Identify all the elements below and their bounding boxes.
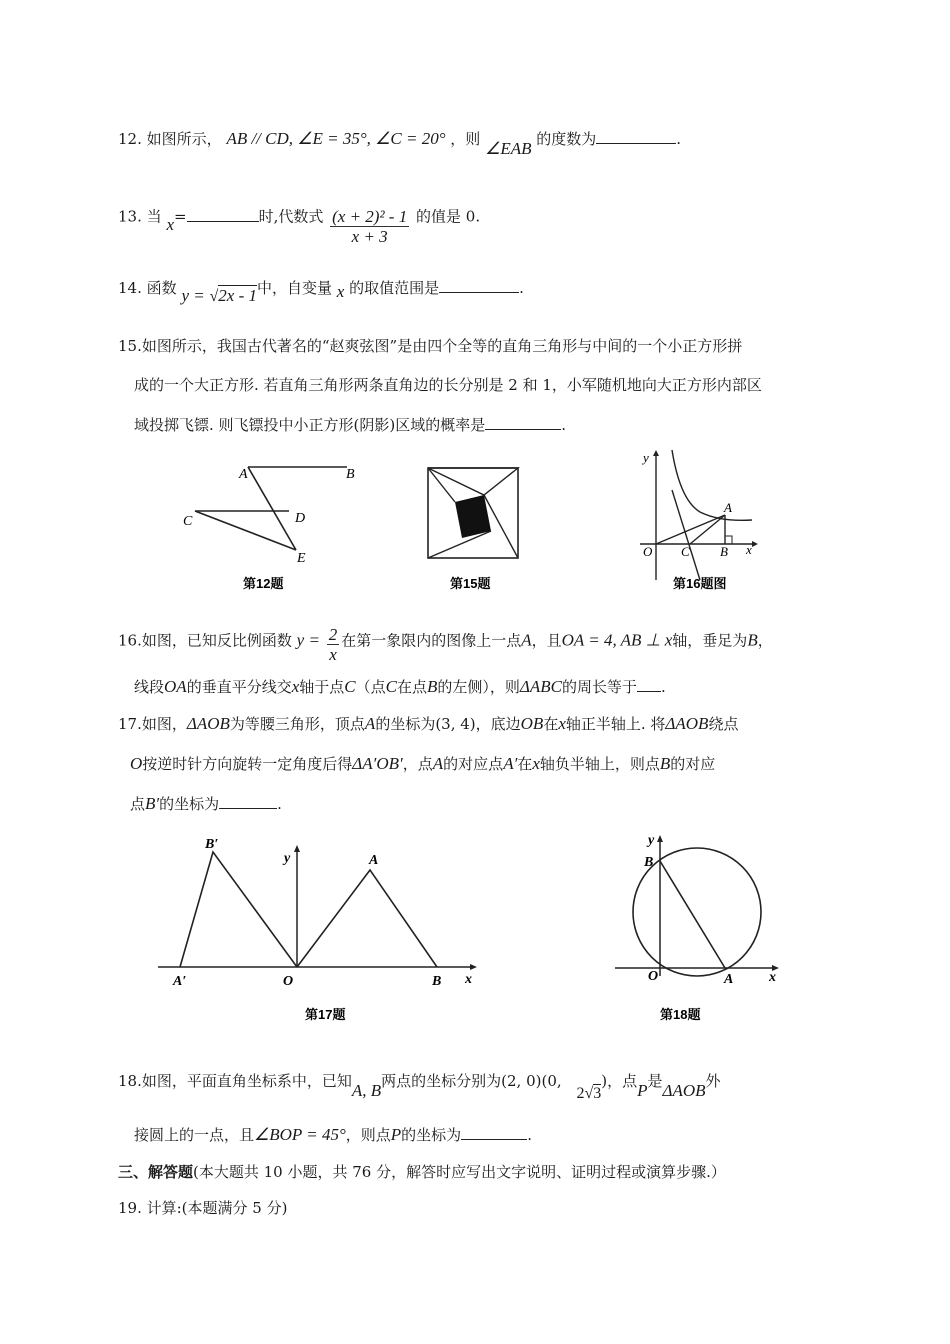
q17-triangle-2: ΔAOB (665, 714, 709, 733)
question-16-line2 (134, 676, 666, 697)
q16-point-a: A (521, 630, 532, 650)
figure-17 (158, 837, 477, 1022)
q14-var: x (336, 282, 345, 301)
q18-points: A, B (351, 1081, 382, 1100)
section-3-heading (118, 1161, 726, 1182)
q14-radicand: 2x - 1 (218, 286, 257, 305)
q12-math: AB // CD, ∠E = 35°, ∠C = 20° (226, 129, 446, 148)
caption-12: 第12题 (243, 576, 284, 591)
q17-triangle-3: ΔA′OB′ (352, 754, 403, 773)
q16-point-c-2: C (385, 677, 397, 696)
q18-text-2b: ，则点 (345, 1126, 391, 1144)
figure-16 (640, 450, 758, 591)
hyperbola-curve (672, 450, 752, 520)
y-axis-arrow (653, 450, 659, 456)
q16-end: . (661, 678, 666, 696)
q16-text-1a: 如图，已知反比例函数 (141, 631, 292, 650)
figures-row-1 (0, 440, 950, 600)
q17-point-b: B (659, 754, 671, 773)
triangle-aob (297, 870, 437, 967)
question-17-line2 (130, 753, 715, 774)
label-e: E (297, 551, 306, 566)
triangle-left-edge (428, 468, 455, 502)
q14-mid: 中，自变量 (257, 279, 333, 297)
question-16-line1 (118, 622, 773, 664)
label-b: B (644, 855, 654, 870)
q18-text-1a: 如图，平面直角坐标系中，已知 (141, 1072, 352, 1090)
q17-text-2d: 在 (517, 755, 533, 773)
shaded-small-square (455, 495, 491, 538)
q17-end: . (277, 795, 282, 813)
question-14 (118, 277, 524, 305)
q13-fraction (330, 208, 409, 247)
q13-denominator: x + 3 (351, 227, 388, 246)
q18-end: . (527, 1126, 532, 1144)
q18-number: 18. (118, 1072, 142, 1090)
q16-text-2e: 在点 (396, 678, 427, 696)
question-12 (118, 128, 682, 158)
q19-text: 19. 计算:(本题满分 5 分) (118, 1199, 288, 1217)
triangle-a-prime-o-b-prime (180, 852, 297, 967)
q16-text-2b: 的垂直平分线交 (186, 678, 292, 696)
q16-point-b-2: B (426, 677, 438, 696)
label-b: B (346, 467, 355, 482)
q17-text-2c: 的对应点 (443, 755, 504, 773)
label-y: y (643, 450, 649, 465)
question-15-line1 (118, 335, 742, 356)
q16-text-1c: ，且 (531, 631, 562, 650)
label-a: A (369, 853, 379, 868)
figures-row-2 (0, 828, 950, 1038)
label-x: x (465, 972, 472, 987)
q15-text-1: 如图所示，我国古代著名的“赵爽弦图”是由四个全等的直角三角形与中间的一个小正方形拼 (141, 337, 743, 355)
y-axis-arrow (294, 845, 300, 852)
q16-denominator: x (329, 645, 337, 664)
q17-x: x (558, 714, 566, 733)
q18-text-1c: )，点 (601, 1072, 638, 1090)
q13-lead: 当 (146, 207, 162, 226)
q13-tail: 的值是 0. (416, 207, 481, 226)
q17-ob: OB (520, 714, 544, 733)
question-13 (118, 198, 481, 246)
question-17-line3 (130, 793, 282, 814)
q13-number: 13. (118, 207, 142, 226)
q17-number: 17. (118, 715, 142, 733)
q17-answer-blank[interactable] (219, 796, 277, 809)
caption-18: 第18题 (660, 1007, 701, 1022)
figure-12 (183, 467, 355, 591)
q12-end: . (676, 130, 682, 148)
q12-number: 12. (118, 130, 142, 148)
label-x: x (769, 970, 776, 985)
caption-17: 第17题 (305, 1007, 346, 1022)
q14-lead: 函数 (146, 279, 177, 297)
y-axis-arrow (657, 835, 663, 842)
x-axis-arrow (752, 541, 758, 547)
section-3-title: 三、解答题 (118, 1163, 194, 1181)
q17-text-1b: 为等腰三角形，顶点 (229, 715, 365, 733)
q14-answer-blank[interactable] (439, 280, 519, 293)
q17-text-1a: 如图， (141, 715, 187, 733)
q16-condition: OA = 4, AB ⊥ x (561, 630, 673, 650)
label-b-prime: B′ (205, 837, 219, 852)
q18-text-1b: 两点的坐标分别为(2, 0)(0, (381, 1072, 562, 1090)
q16-numerator: 2 (328, 625, 338, 644)
q18-sqrt: 2√3 (576, 1085, 602, 1102)
segment-ae (248, 467, 296, 550)
q18-sqrt-coef: 2 (576, 1085, 585, 1102)
label-y: y (284, 851, 291, 866)
q13-eq: = (173, 207, 187, 226)
q13-numerator: (x + 2)² - 1 (332, 207, 408, 226)
segment-ca (690, 515, 725, 544)
q13-var: x (166, 214, 174, 234)
q17-text-2e: 轴负半轴上，则点 (539, 755, 660, 773)
label-c: C (183, 514, 193, 529)
q15-number: 15. (118, 337, 142, 355)
q12-lead: 如图所示， (146, 130, 222, 148)
q17-text-1e: 轴正半轴上. 将 (565, 715, 666, 733)
label-d: D (295, 511, 306, 526)
q16-text-1d: 轴，垂足为 (672, 631, 748, 650)
q18-sqrt-radicand: 3 (593, 1085, 602, 1102)
label-o: O (648, 969, 659, 984)
q17-text-3a: 点 (130, 795, 146, 813)
q16-fraction (327, 626, 340, 665)
q16-text-2g: 的周长等于 (561, 678, 637, 696)
q18-point-p-2: P (390, 1125, 402, 1144)
segment-ab (660, 861, 725, 968)
q18-text-1e: 外 (705, 1072, 721, 1090)
caption-16: 第16题图 (673, 576, 727, 591)
q16-text-2d: （点 (355, 678, 386, 696)
q16-y: y = (296, 630, 320, 650)
question-15-line3 (134, 414, 566, 435)
label-x: x (746, 542, 752, 557)
q12-target: ∠EAB (485, 139, 532, 158)
label-o: O (283, 974, 294, 989)
x-axis-arrow (470, 964, 477, 970)
q16-oa: OA (164, 677, 187, 696)
label-c: C (681, 544, 690, 559)
question-15-line2 (134, 374, 762, 395)
triangle-bottom-edge (428, 531, 491, 558)
q15-answer-blank[interactable] (485, 417, 561, 430)
q12-mid: ，则 (450, 130, 481, 148)
q16-number: 16. (118, 631, 142, 650)
label-b: B (432, 974, 442, 989)
q13-mid: 时,代数式 (258, 207, 324, 226)
q16-x: x (291, 677, 300, 696)
question-19 (118, 1197, 287, 1218)
q16-point-b: B (747, 630, 758, 650)
q17-point-o: O (130, 754, 143, 773)
segment-ce (195, 511, 296, 550)
figure-18 (615, 833, 779, 1022)
q18-answer-blank[interactable] (461, 1127, 527, 1140)
label-b: B (720, 544, 728, 559)
triangle-top (428, 468, 518, 495)
q17-text-1c: 的坐标为(3, 4)，底边 (375, 715, 521, 733)
q16-text-1e: ， (757, 631, 773, 650)
q16-text-2f: 的左侧），则 (437, 678, 520, 696)
q17-text-2b: ，点 (402, 755, 433, 773)
q18-text-2c: 的坐标为 (401, 1126, 462, 1144)
q14-number: 14. (118, 279, 142, 297)
q12-tail: 的度数为 (536, 130, 597, 148)
q15-text-2: 成的一个大正方形. 若直角三角形两条直角边的长分别是 2 和 1，小军随机地向大正方形内部区 (134, 376, 762, 394)
label-a: A (724, 972, 734, 987)
question-17-line1 (118, 713, 738, 734)
q18-point-p: P (637, 1081, 648, 1100)
q16-text-2a: 线段 (134, 678, 165, 696)
q17-triangle: ΔAOB (186, 714, 230, 733)
q18-angle: ∠BOP = 45° (254, 1125, 346, 1144)
q18-triangle: ΔAOB (662, 1081, 706, 1100)
q17-x-2: x (532, 754, 540, 773)
q17-point-a-prime: A′ (503, 754, 518, 773)
label-y: y (648, 833, 655, 848)
q17-text-2a: 按逆时针方向旋转一定角度后得 (142, 755, 353, 773)
q17-text-2f: 的对应 (670, 755, 716, 773)
q16-text-2c: 轴于点 (299, 678, 345, 696)
q18-text-2a: 接圆上的一点，且 (134, 1126, 255, 1144)
q15-end: . (561, 416, 567, 434)
label-a-prime: A′ (173, 974, 187, 989)
q14-tail: 的取值范围是 (349, 279, 440, 297)
q15-text-3: 域投掷飞镖. 则飞镖投中小正方形(阴影)区域的概率是 (134, 416, 486, 434)
q16-point-c: C (344, 677, 356, 696)
q17-text-3b: 的坐标为 (159, 795, 220, 813)
q17-point-a: A (364, 714, 376, 733)
q17-text-1d: 在 (543, 715, 559, 733)
q13-answer-blank[interactable] (187, 209, 259, 222)
q16-text-1b: 在第一象限内的图像上一点 (341, 631, 522, 650)
question-18-line1 (118, 1070, 721, 1102)
q17-point-b-prime: B′ (145, 794, 160, 813)
q16-answer-blank[interactable] (637, 679, 661, 692)
q18-text-1d: 是 (647, 1072, 663, 1090)
label-a: A (239, 467, 248, 482)
q17-text-1f: 绕点 (708, 715, 739, 733)
q14-end: . (519, 279, 524, 297)
section-3-description: (本大题共 10 小题，共 76 分，解答时应写出文字说明、证明过程或演算步骤.） (193, 1163, 726, 1181)
q16-triangle: ΔABC (519, 677, 562, 696)
label-o: O (643, 544, 653, 559)
right-angle-mark (725, 536, 732, 544)
segment-oa (656, 515, 725, 544)
question-18-line2 (134, 1124, 532, 1145)
q14-y: y = (181, 286, 205, 305)
label-a: A (724, 500, 732, 515)
q17-point-a-2: A (432, 754, 444, 773)
q14-sqrt: √2x - 1 (209, 286, 257, 305)
caption-15: 第15题 (450, 576, 491, 591)
q12-answer-blank[interactable] (596, 131, 676, 144)
figure-15 (428, 468, 518, 591)
